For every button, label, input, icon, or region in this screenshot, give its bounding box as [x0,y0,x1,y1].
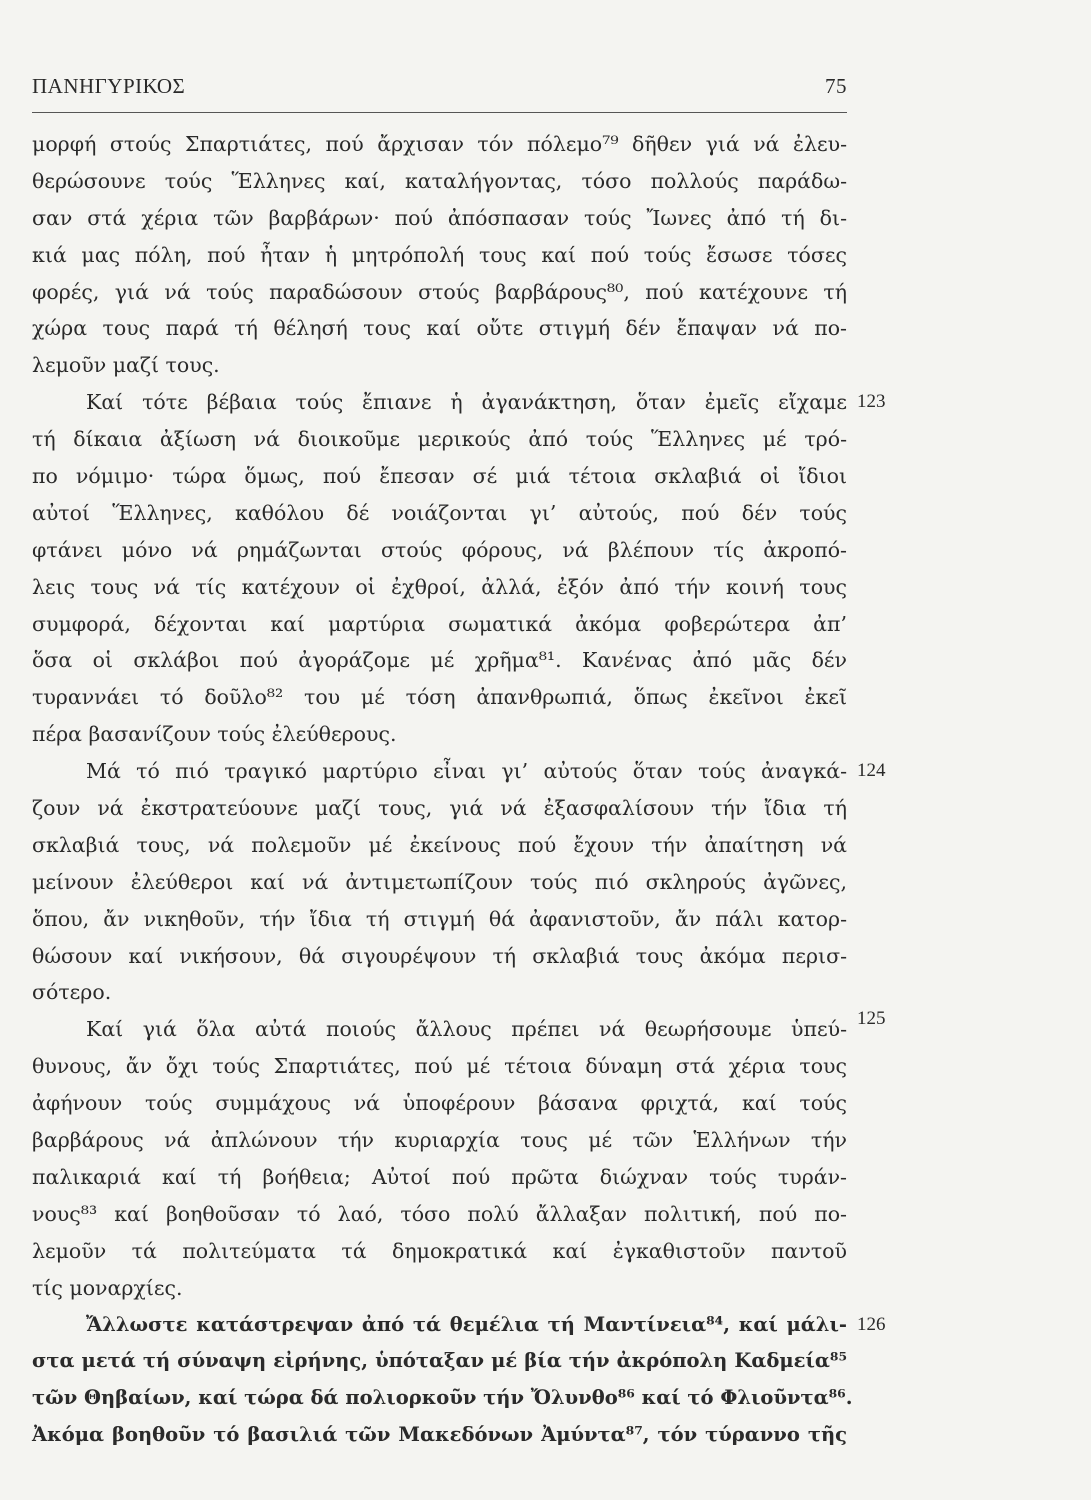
section-number: 126 [857,1313,886,1335]
text-line: ὅπου, ἄν νικηθοῦν, τήν ἴδια τή στιγμή θά ἀφανιστοῦν, ἄν πάλι κατορ- [32,906,847,931]
body-text [32,126,886,1454]
text-line: βαρβάρους νά ἀπλώνουν τήν κυριαρχία τους μέ τῶν Ἑλλήνων τήν [32,1128,847,1153]
text-line: σότερο. [32,980,112,1005]
text-line: τίς μοναρχίες. [32,1275,183,1300]
paragraph-126 [32,1307,886,1455]
text-line: φτάνει μόνο νά ρημάζωνται στούς φόρους, νά βλέπουν τίς ἀκροπό- [32,537,847,562]
text-line: στα μετά τή σύναψη εἰρήνης, ὑπόταξαν μέ βία τήν ἀκρόπολη Καδμεία⁸⁵ [32,1349,847,1373]
text-line: Καί τότε βέβαια τούς ἔπιανε ἡ ἀγανάκτηση, ὅταν ἐμεῖς εἴχαμε [86,390,847,415]
text-line: ζουν νά ἐκστρατεύουνε μαζί τους, γιά νά ἐξασφαλίσουν τήν ἴδια τή [32,796,847,821]
text-line: παλικαριά καί τή βοήθεια; Αὐτοί πού πρῶτα διώχναν τούς τυράν- [32,1164,847,1189]
text-line: Ἄλλωστε κατάστρεψαν ἀπό τά θεμέλια τή Μαντίνεια⁸⁴, καί μάλι- [86,1312,847,1336]
text-line: Μά τό πιό τραγικό μαρτύριο εἶναι γι’ αὐτούς ὅταν τούς ἀναγκά- [86,759,847,784]
text-line: ἀφήνουν τούς συμμάχους νά ὑποφέρουν βάσανα φριχτά, καί τούς [32,1091,847,1116]
text-line: τῶν Θηβαίων, καί τώρα δά πολιορκοῦν τήν Ὄλυνθο⁸⁶ καί τό Φλιοῦντα⁸⁶. [32,1386,853,1410]
paragraph-123 [32,384,886,753]
text-line: πο νόμιμο· τώρα ὅμως, πού ἔπεσαν σέ μιά τέτοια σκλαβιά οἱ ἴδιοι [32,464,847,489]
header-rule [32,112,847,113]
text-line: τυραννάει τό δοῦλο⁸² του μέ τόση ἀπανθρωπιά, ὅπως ἐκεῖνοι ἐκεῖ [32,685,847,710]
text-line: σκλαβιά τους, νά πολεμοῦν μέ ἐκείνους πού ἔχουν τήν ἀπαίτηση νά [32,832,847,857]
text-line: τή δίκαια ἀξίωση νά διοικοῦμε μερικούς ἀπό τούς Ἕλληνες μέ τρό- [32,427,847,452]
text-line: αὐτοί Ἕλληνες, καθόλου δέ νοιάζονται γι’ αὐτούς, πού δέν τούς [32,500,847,525]
text-line: λεμοῦν τά πολιτεύματα τά δημοκρατικά καί ἐγκαθιστοῦν παντοῦ [32,1238,847,1263]
text-line: μορφή στούς Σπαρτιάτες, πού ἄρχισαν τόν πόλεμο⁷⁹ δῆθεν γιά νά ἐλευ- [32,132,847,156]
text-line: χώρα τους παρά τή θέλησή τους καί οὔτε στιγμή δέν ἔπαψαν νά πο- [32,316,847,341]
text-line: θώσουν καί νικήσουν, θά σιγουρέψουν τή σκλαβιά τους ἀκόμα περισ- [32,943,847,968]
section-number: 125 [857,1008,886,1030]
section-number: 123 [857,391,886,413]
text-line: Ἀκόμα βοηθοῦν τό βασιλιά τῶν Μακεδόνων Ἀμύντα⁸⁷, τόν τύραννο τῆς [32,1423,847,1447]
page-number: 75 [825,74,847,98]
text-line: νους⁸³ καί βοηθοῦσαν τό λαό, τόσο πολύ ἄλλαξαν πολιτική, πού πο- [32,1201,847,1226]
paragraph-124 [32,753,886,1011]
text-line: θερώσουνε τούς Ἕλληνες καί, καταλήγοντας, τόσο πολλούς παράδω- [32,168,847,193]
text-line: κιά μας πόλη, πού ἦταν ἡ μητρόπολή τους καί πού τούς ἔσωσε τόσες [32,242,847,267]
running-title: ΠΑΝΗΓΥΡΙΚΟΣ [32,74,186,98]
text-line: μείνουν ἐλεύθεροι καί νά ἀντιμετωπίζουν τούς πιό σκληρούς ἀγῶνες, [32,869,847,894]
text-line: ὅσα οἱ σκλάβοι πού ἀγοράζομε μέ χρῆμα⁸¹. Κανένας ἀπό μᾶς δέν [32,648,847,673]
section-number: 124 [857,760,886,782]
text-line: λεμοῦν μαζί τους. [32,353,220,378]
text-line: Καί γιά ὅλα αὐτά ποιούς ἄλλους πρέπει νά θεωρήσουμε ὑπεύ- [86,1017,847,1042]
text-line: πέρα βασανίζουν τούς ἐλεύθερους. [32,722,397,747]
paragraph [32,126,847,384]
text-line: λεις τους νά τίς κατέχουν οἱ ἐχθροί, ἀλλά, ἐξόν ἀπό τήν κοινή τους [32,574,847,599]
text-line: συμφορά, δέχονται καί μαρτύρια σωματικά ἀκόμα φοβερώτερα ἀπ’ [32,611,847,636]
text-line: σαν στά χέρια τῶν βαρβάρων· πού ἀπόσπασαν τούς Ἴωνες ἀπό τή δι- [32,205,847,230]
text-line: θυνους, ἄν ὄχι τούς Σπαρτιάτες, πού μέ τέτοια δύναμη στά χέρια τους [32,1054,847,1079]
running-head [32,74,847,104]
text-line: φορές, γιά νά τούς παραδώσουν στούς βαρβάρους⁸⁰, πού κατέχουνε τή [32,279,847,304]
paragraph-125 [32,1008,886,1306]
